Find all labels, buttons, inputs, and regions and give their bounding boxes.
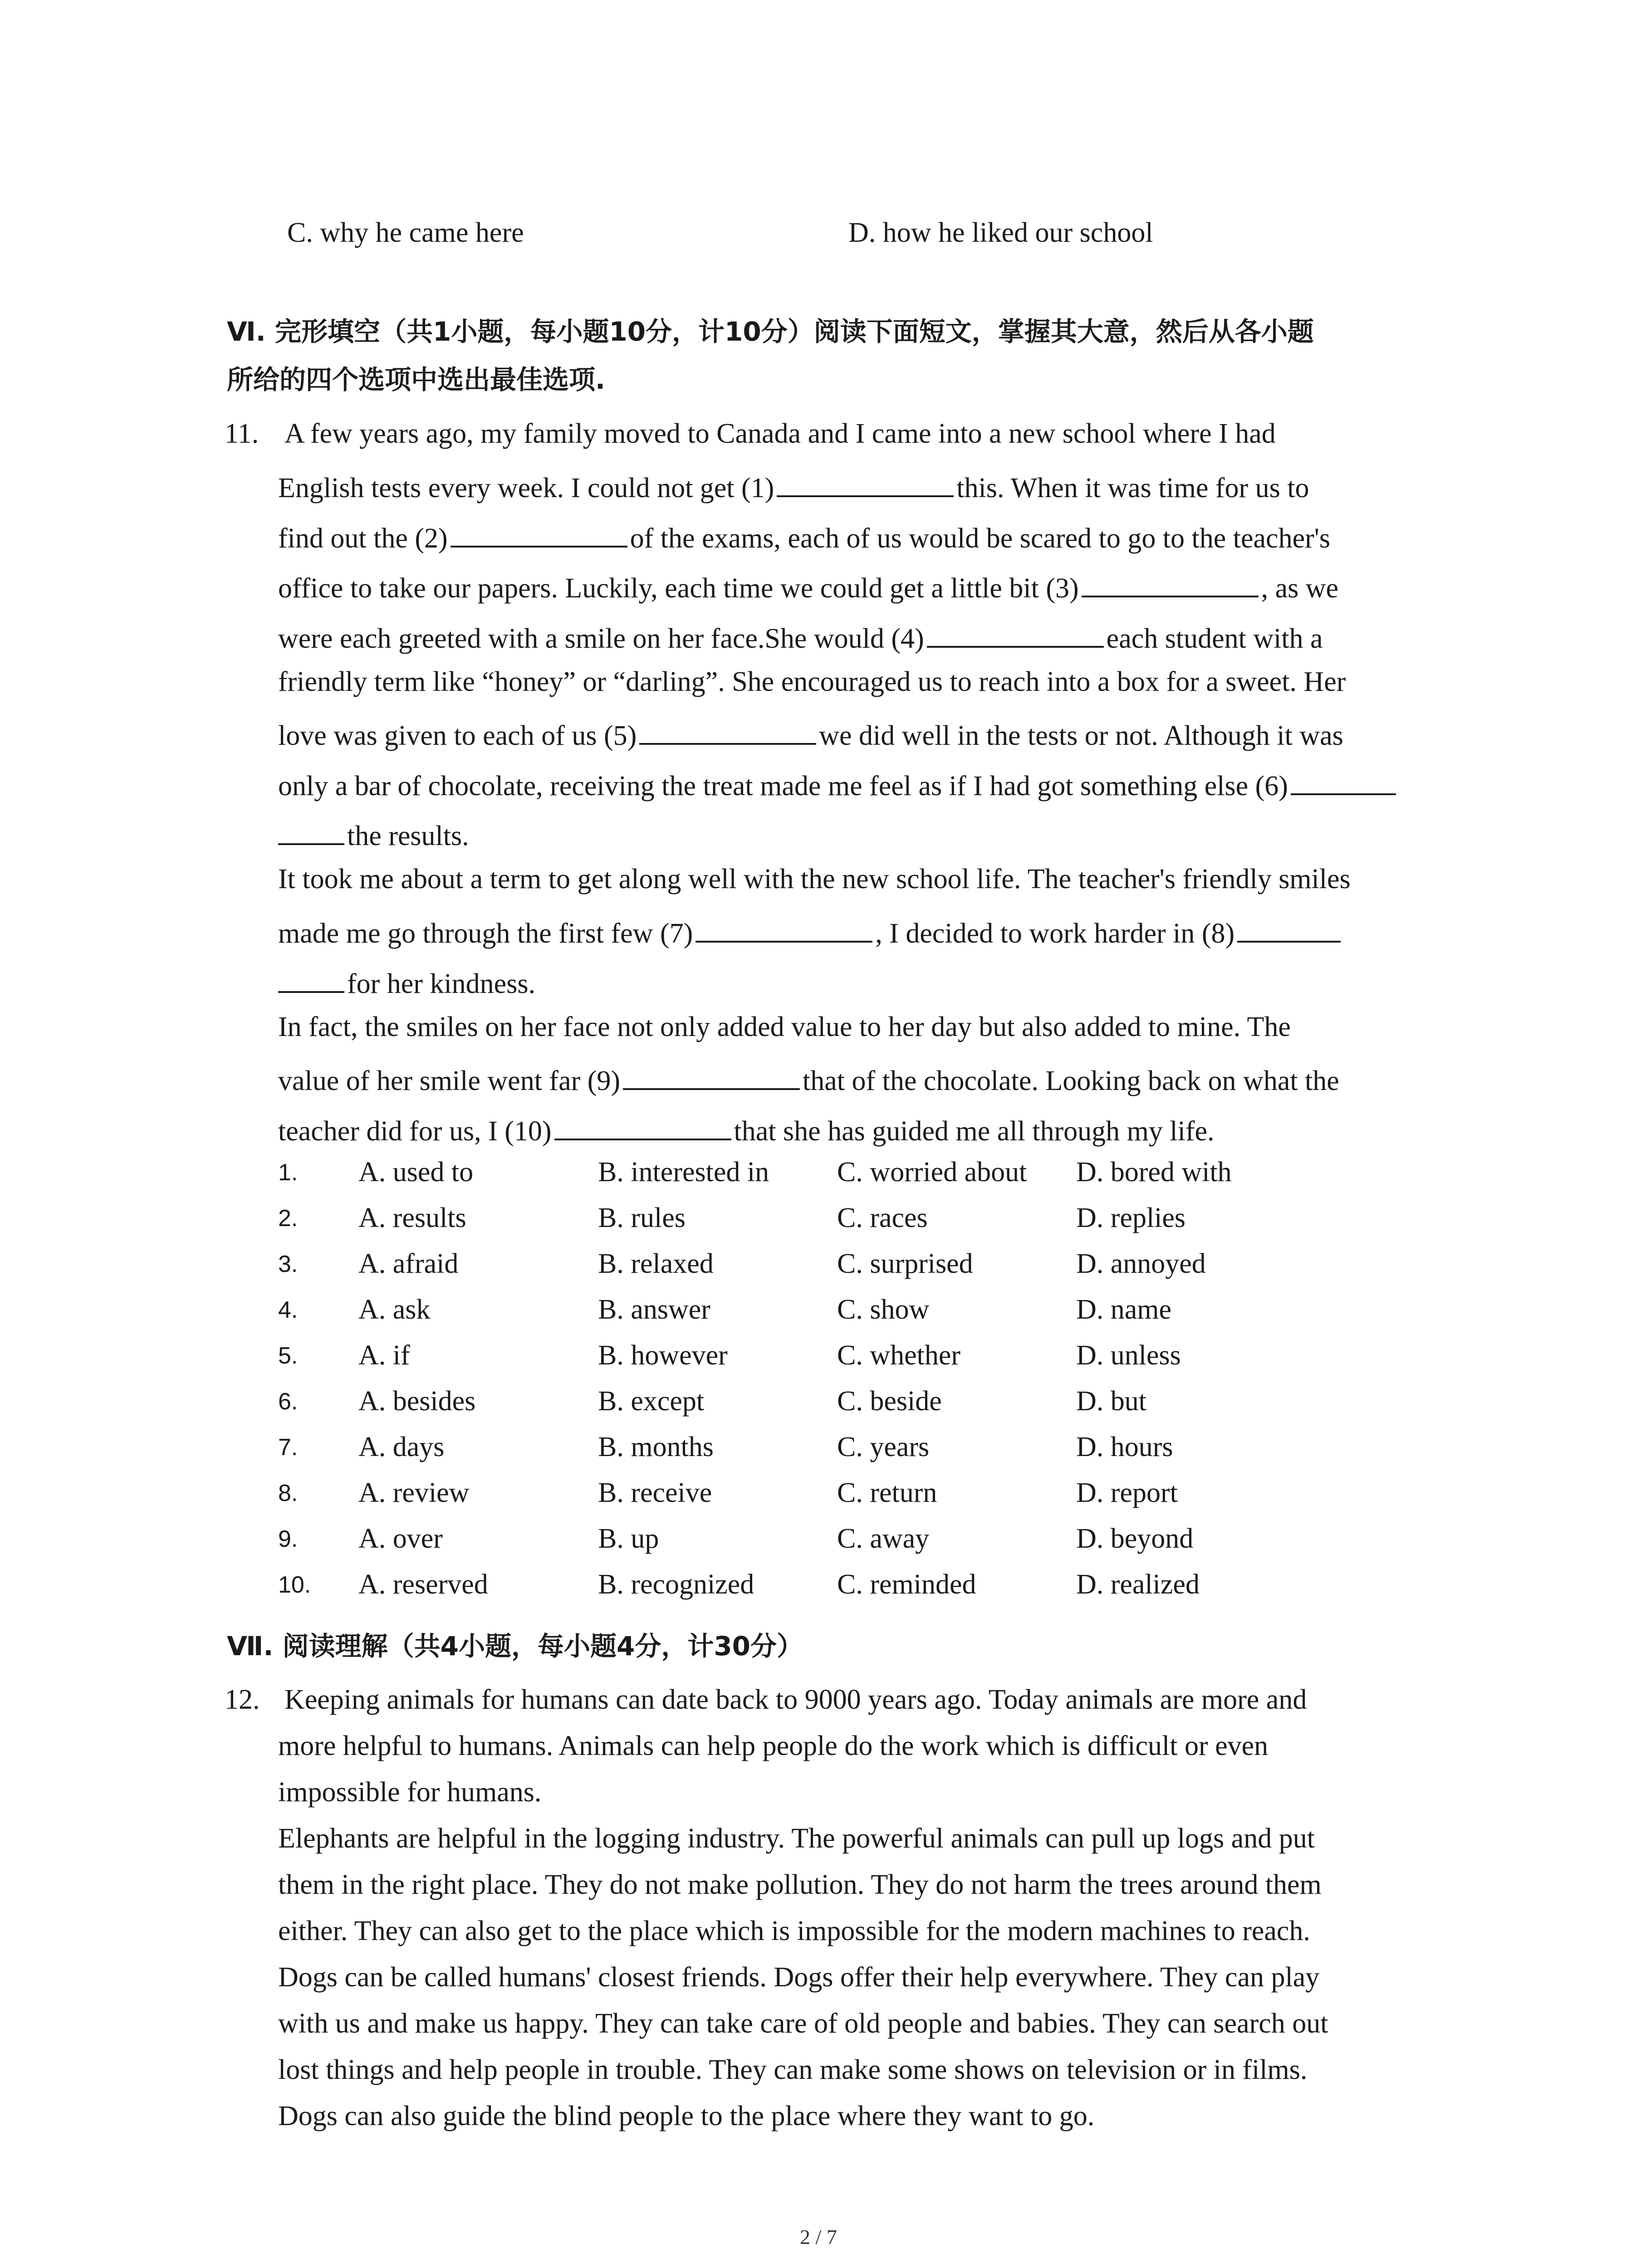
blank-9[interactable] [623, 1063, 800, 1090]
passage-line: find out the (2) of the exams, each of us would be scared to go to the teacher's [278, 520, 1330, 552]
option-a[interactable]: A. results [358, 1202, 466, 1233]
option-c[interactable]: C. reminded [837, 1569, 976, 1600]
passage-line: love was given to each of us (5) we did well in the tests or not. Although it was [278, 718, 1343, 750]
blank-5[interactable] [639, 718, 816, 745]
option-a[interactable]: A. review [358, 1477, 470, 1508]
q10-option-d: D. how he liked our school [848, 217, 1153, 248]
option-c[interactable]: C. worried about [837, 1157, 1027, 1188]
blank-4[interactable] [927, 621, 1104, 648]
option-b[interactable]: B. relaxed [598, 1248, 714, 1279]
option-a[interactable]: A. ask [358, 1294, 431, 1325]
blank-2[interactable] [451, 520, 627, 547]
option-b[interactable]: B. interested in [598, 1157, 769, 1188]
passage-line: for her kindness. [278, 966, 535, 998]
passage-line: with us and make us happy. They can take care of old people and babies. They can search out [278, 2008, 1328, 2039]
option-number: 3. [278, 1251, 298, 1277]
option-c[interactable]: C. show [837, 1294, 930, 1325]
option-d[interactable]: D. but [1076, 1386, 1146, 1417]
passage-line: It took me about a term to get along well with the new school life. The teacher's friendly smiles [278, 864, 1351, 894]
option-d[interactable]: D. replies [1076, 1202, 1186, 1233]
passage-line: A few years ago, my family moved to Canada and I came into a new school where I had [284, 418, 1276, 449]
option-number: 9. [278, 1526, 298, 1552]
option-b[interactable]: B. except [598, 1386, 705, 1417]
passage-line: value of her smile went far (9) that of the chocolate. Looking back on what the [278, 1063, 1339, 1095]
option-a[interactable]: A. if [358, 1340, 410, 1371]
blank-6-cont[interactable] [278, 818, 344, 845]
option-b[interactable]: B. months [598, 1432, 714, 1462]
option-b[interactable]: B. rules [598, 1202, 686, 1233]
passage-line: friendly term like “honey” or “darling”. She encouraged us to reach into a box for a sweet. Her [278, 666, 1346, 697]
option-a[interactable]: A. reserved [358, 1569, 488, 1600]
question-number: 12. [225, 1684, 260, 1715]
passage-line: either. They can also get to the place which is impossible for the modern machines to reach. [278, 1916, 1310, 1946]
option-d[interactable]: D. report [1076, 1477, 1178, 1508]
passage-line: Elephants are helpful in the logging industry. The powerful animals can pull up logs and put [278, 1823, 1315, 1854]
option-number: 2. [278, 1205, 298, 1232]
passage-line: In fact, the smiles on her face not only added value to her day but also added to mine. The [278, 1012, 1291, 1042]
passage-line: Keeping animals for humans can date back to 9000 years ago. Today animals are more and [284, 1684, 1307, 1715]
section-6-heading-cont: 所给的四个选项中选出最佳选项. [227, 364, 606, 395]
option-b[interactable]: B. however [598, 1340, 728, 1371]
option-d[interactable]: D. realized [1076, 1569, 1200, 1600]
blank-8[interactable] [1237, 915, 1341, 943]
passage-line: made me go through the first few (7) , I decided to work harder in (8) [278, 915, 1343, 948]
option-b[interactable]: B. receive [598, 1477, 712, 1508]
passage-line: impossible for humans. [278, 1777, 542, 1808]
blank-6[interactable] [1291, 768, 1396, 795]
option-b[interactable]: B. answer [598, 1294, 710, 1325]
option-c[interactable]: C. surprised [837, 1248, 973, 1279]
blank-1[interactable] [777, 470, 954, 497]
option-d[interactable]: D. annoyed [1076, 1248, 1206, 1279]
question-number: 11. [225, 418, 259, 449]
passage-line: the results. [278, 818, 469, 850]
blank-10[interactable] [554, 1113, 731, 1140]
page-number: 2 / 7 [800, 2225, 837, 2248]
option-number: 8. [278, 1480, 298, 1506]
option-number: 7. [278, 1434, 298, 1461]
passage-line: Dogs can be called humans' closest friends. Dogs offer their help everywhere. They can play [278, 1962, 1320, 1993]
passage-line: more helpful to humans. Animals can help people do the work which is difficult or even [278, 1730, 1269, 1761]
option-number: 6. [278, 1388, 298, 1415]
option-number: 4. [278, 1297, 298, 1323]
option-a[interactable]: A. besides [358, 1386, 476, 1417]
passage-line: were each greeted with a smile on her face.She would (4) each student with a [278, 621, 1323, 653]
option-d[interactable]: D. hours [1076, 1432, 1173, 1462]
blank-8-cont[interactable] [278, 966, 344, 993]
passage-line: Dogs can also guide the blind people to the place where they want to go. [278, 2101, 1095, 2131]
blank-3[interactable] [1082, 570, 1259, 597]
option-b[interactable]: B. up [598, 1523, 659, 1554]
passage-line: English tests every week. I could not get (1) this. When it was time for us to [278, 470, 1309, 502]
option-number: 10. [278, 1572, 311, 1598]
section-6-heading: Ⅵ. 完形填空（共1小题，每小题10分，计10分）阅读下面短文，掌握其大意，然后从各小题 [227, 316, 1314, 347]
option-d[interactable]: D. name [1076, 1294, 1172, 1325]
option-c[interactable]: C. return [837, 1477, 937, 1508]
section-7-heading: Ⅶ. 阅读理解（共4小题，每小题4分，计30分） [227, 1631, 803, 1662]
option-c[interactable]: C. away [837, 1523, 930, 1554]
option-c[interactable]: C. beside [837, 1386, 942, 1417]
passage-line: office to take our papers. Luckily, each time we could get a little bit (3) , as we [278, 570, 1338, 602]
passage-line: only a bar of chocolate, receiving the treat made me feel as if I had got something else (6) [278, 768, 1399, 800]
option-a[interactable]: A. used to [358, 1157, 474, 1188]
option-d[interactable]: D. beyond [1076, 1523, 1194, 1554]
blank-7[interactable] [696, 915, 872, 943]
option-a[interactable]: A. days [358, 1432, 445, 1462]
option-d[interactable]: D. unless [1076, 1340, 1181, 1371]
option-d[interactable]: D. bored with [1076, 1157, 1232, 1188]
passage-line: lost things and help people in trouble. They can make some shows on television or in films. [278, 2054, 1308, 2085]
option-number: 5. [278, 1343, 298, 1369]
option-a[interactable]: A. over [358, 1523, 443, 1554]
passage-line: them in the right place. They do not make pollution. They do not harm the trees around them [278, 1869, 1322, 1900]
option-b[interactable]: B. recognized [598, 1569, 754, 1600]
passage-line: teacher did for us, I (10) that she has guided me all through my life. [278, 1113, 1214, 1145]
option-number: 1. [278, 1159, 298, 1186]
option-c[interactable]: C. races [837, 1202, 928, 1233]
option-c[interactable]: C. years [837, 1432, 930, 1462]
option-a[interactable]: A. afraid [358, 1248, 459, 1279]
option-c[interactable]: C. whether [837, 1340, 961, 1371]
q10-option-c: C. why he came here [287, 217, 524, 248]
